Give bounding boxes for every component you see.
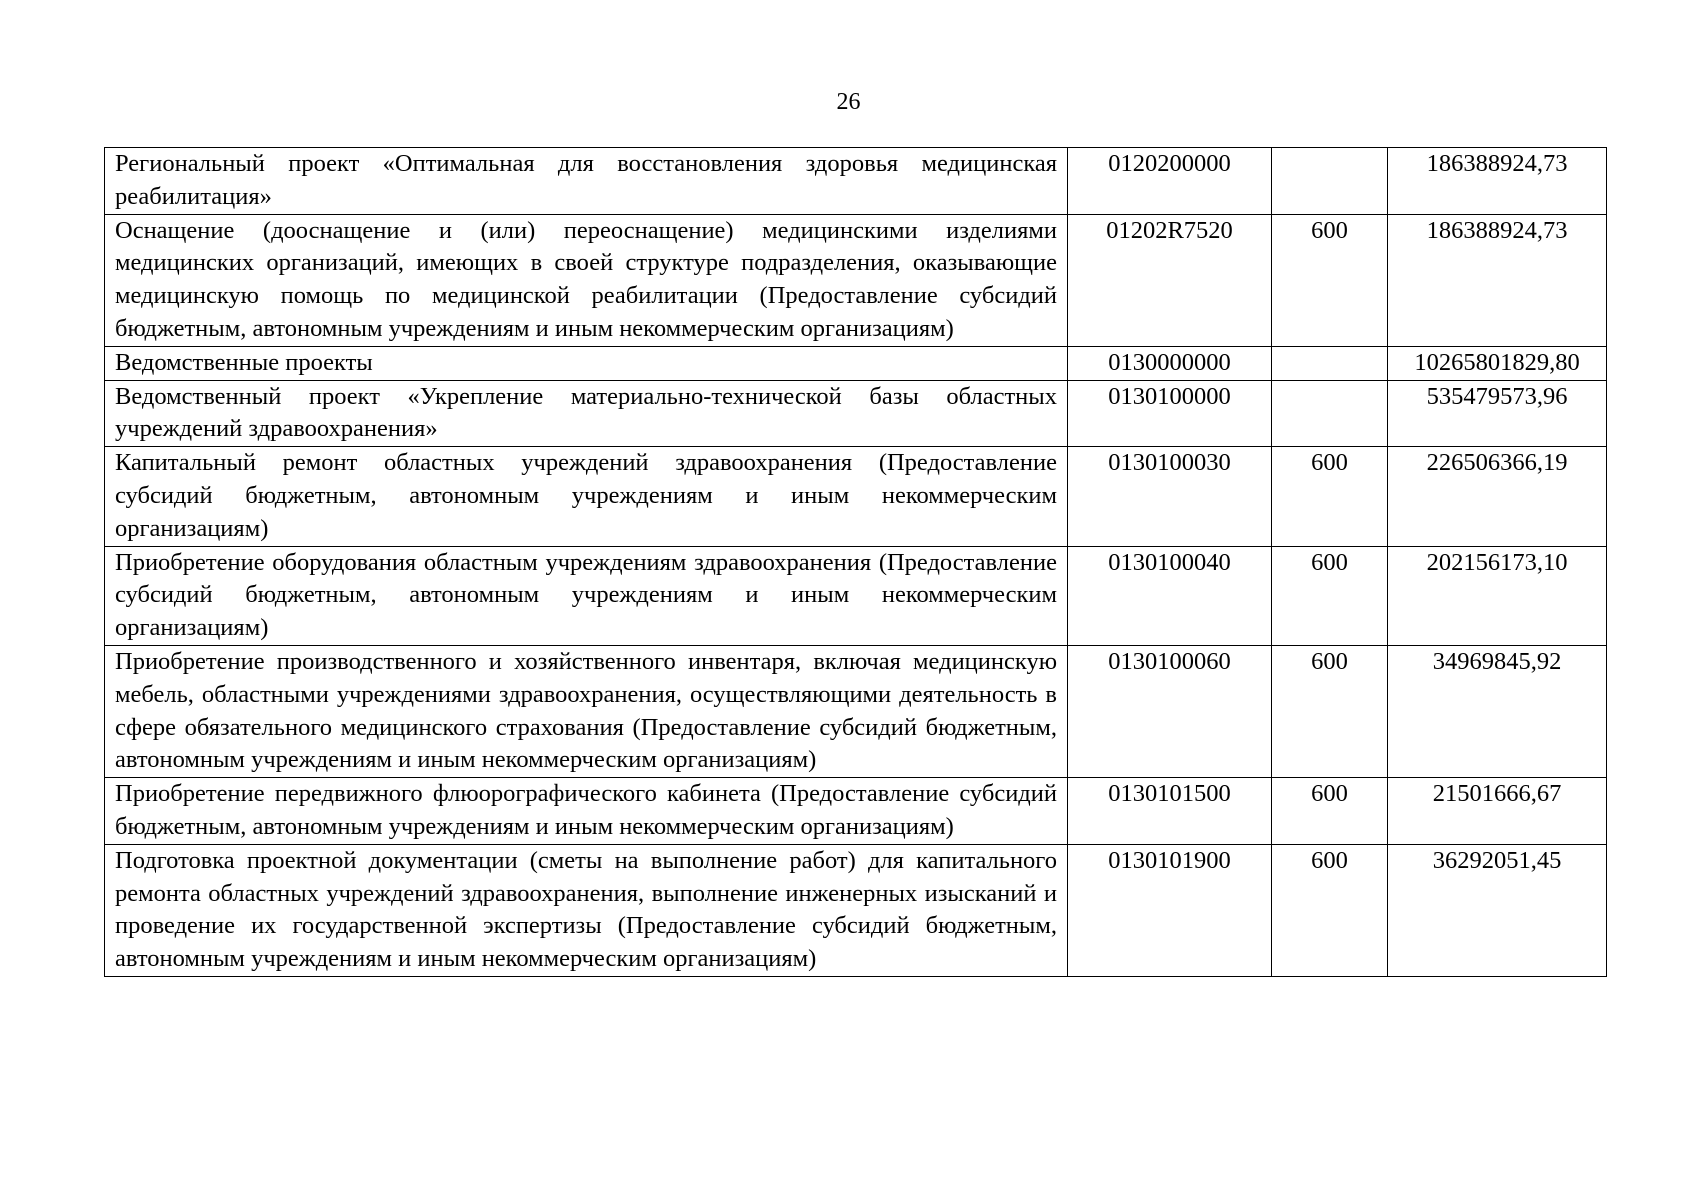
row-name: Приобретение передвижного флюорографического кабинета (Предоставление субсидий бюджетным, автономным учреждениям и иным некоммерческим организациям)	[105, 778, 1068, 845]
row-name: Подготовка проектной документации (сметы на выполнение работ) для капитального ремонта областных учреждений здравоохранения, выполнение инженерных изысканий и проведение их государственной экспертизы (Предоставление субсидий бюджетным, автономным учреждениям и иным некоммерческим организациям)	[105, 844, 1068, 976]
row-amount: 186388924,73	[1388, 148, 1607, 215]
table-row	[105, 645, 1607, 777]
row-code: 0130101500	[1068, 778, 1272, 845]
table-row	[105, 148, 1607, 215]
row-type	[1272, 346, 1388, 380]
row-code: 0120200000	[1068, 148, 1272, 215]
table-row	[105, 380, 1607, 447]
table-row	[105, 844, 1607, 976]
row-type: 600	[1272, 214, 1388, 346]
table-row	[105, 447, 1607, 546]
row-name: Региональный проект «Оптимальная для восстановления здоровья медицинская реабилитация»	[105, 148, 1068, 215]
budget-table	[104, 147, 1607, 977]
row-code: 0130100030	[1068, 447, 1272, 546]
page-number: 26	[836, 89, 861, 115]
row-code: 0130000000	[1068, 346, 1272, 380]
row-name: Приобретение оборудования областным учреждениям здравоохранения (Предоставление субсидий бюджетным, автономным учреждениям и иным некоммерческим организациям)	[105, 546, 1068, 645]
row-code: 0130100040	[1068, 546, 1272, 645]
row-amount: 202156173,10	[1388, 546, 1607, 645]
row-code: 0130100060	[1068, 645, 1272, 777]
table-row	[105, 346, 1607, 380]
row-type	[1272, 380, 1388, 447]
row-name: Оснащение (дооснащение и (или) переоснащение) медицинскими изделиями медицинских организаций, имеющих в своей структуре подразделения, оказывающие медицинскую помощь по медицинской реабилитации (Предоставление субсидий бюджетным, автономным учреждениям и иным некоммерческим организациям)	[105, 214, 1068, 346]
row-type: 600	[1272, 447, 1388, 546]
row-type: 600	[1272, 844, 1388, 976]
row-amount: 226506366,19	[1388, 447, 1607, 546]
row-code: 01202R7520	[1068, 214, 1272, 346]
row-amount: 34969845,92	[1388, 645, 1607, 777]
row-type: 600	[1272, 778, 1388, 845]
row-code: 0130100000	[1068, 380, 1272, 447]
row-type	[1272, 148, 1388, 215]
table-row	[105, 778, 1607, 845]
table-row	[105, 546, 1607, 645]
row-type: 600	[1272, 546, 1388, 645]
row-amount: 535479573,96	[1388, 380, 1607, 447]
row-name: Капитальный ремонт областных учреждений здравоохранения (Предоставление субсидий бюджетным, автономным учреждениям и иным некоммерческим организациям)	[105, 447, 1068, 546]
row-amount: 36292051,45	[1388, 844, 1607, 976]
table-row	[105, 214, 1607, 346]
row-name: Приобретение производственного и хозяйственного инвентаря, включая медицинскую мебель, областными учреждениями здравоохранения, осуществляющими деятельность в сфере обязательного медицинского страхования (Предоставление субсидий бюджетным, автономным учреждениям и иным некоммерческим организациям)	[105, 645, 1068, 777]
row-name: Ведомственные проекты	[105, 346, 1068, 380]
row-type: 600	[1272, 645, 1388, 777]
row-amount: 10265801829,80	[1388, 346, 1607, 380]
row-code: 0130101900	[1068, 844, 1272, 976]
row-amount: 21501666,67	[1388, 778, 1607, 845]
row-amount: 186388924,73	[1388, 214, 1607, 346]
row-name: Ведомственный проект «Укрепление материально-технической базы областных учреждений здравоохранения»	[105, 380, 1068, 447]
